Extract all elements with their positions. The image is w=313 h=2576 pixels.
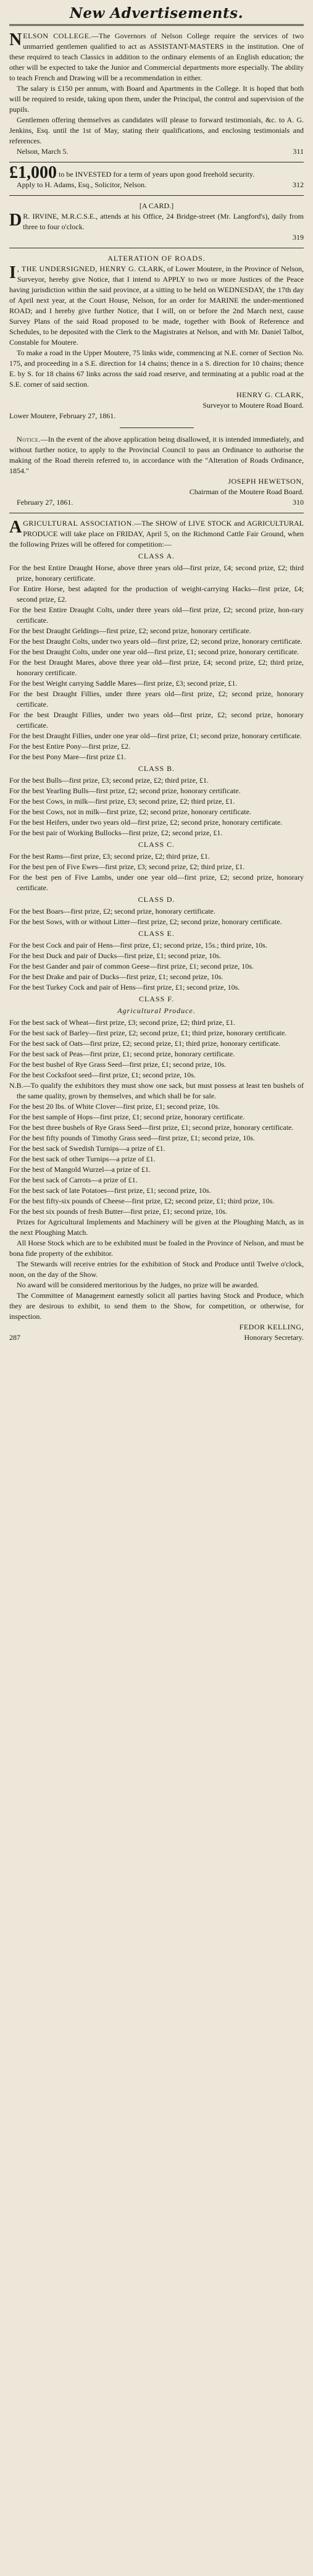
prize-entry: For the best Boars—first prize, £2; second prize, honorary certificate.	[9, 907, 215, 915]
class-f-list	[9, 1017, 304, 1217]
ad-number: 287	[9, 1333, 20, 1342]
prize-entry: For the best of Mangold Wurzel—a prize of £1.	[9, 1165, 151, 1174]
divider	[9, 195, 304, 196]
prize-entry: N.B.—To qualify the exhibitors they must show one sack, but must possess at least ten bushels of the same quality, grown by themselves, and which shall be for sale.	[9, 1081, 304, 1100]
drop-cap: N	[9, 30, 22, 49]
prize-entry: For the best Gander and pair of common Geese—first prize, £1; second prize, 10s.	[9, 962, 254, 970]
ad-lead: ELSON COLLEGE.	[23, 32, 91, 40]
prize-entry: For the best six pounds of fresh Butter—first prize, £1; second prize, 10s.	[9, 1207, 227, 1216]
prize-entry: For the best three bushels of Rye Grass Seed—first prize, £1; second prize, honorary certificate.	[9, 1123, 294, 1132]
ad-lead: , THE UNDERSIGNED, HENRY G.	[17, 264, 136, 273]
ad-investment	[9, 163, 304, 190]
ad-footer	[9, 497, 304, 508]
prize-entry: For the best Cocksfoot seed—first prize, £1; second prize, 10s.	[9, 1071, 196, 1079]
ad-paragraph: All Horse Stock which are to be exhibited must be foaled in the Province of Nelson, and must be bona fide property of the exhibitor.	[9, 1239, 304, 1258]
prize-entry: For the best Yearling Bulls—first prize, £2; second prize, honorary certificate.	[9, 786, 241, 795]
investment-amount: £1,000	[9, 163, 57, 182]
ad-alteration-roads	[9, 253, 304, 421]
signature-title: Chairman of the Moutere Road Board.	[189, 487, 304, 496]
ad-paragraph: Prizes for Agricultural Implements and Machinery will be given at the Ploughing Match, as in the next Ploughing Match.	[9, 1218, 304, 1237]
ad-dr-irvine	[9, 201, 304, 243]
prize-entry: For the best pen of Five Lambs, under one year old—first prize, £2; second prize, honorary certificate.	[9, 873, 304, 892]
prize-entry: For the best Draught Fillies, under three years old—first prize, £2; second prize, honorary certificate.	[9, 689, 304, 709]
prize-entry: For the best fifty-six pounds of Cheese—first prize, £2; second prize, £1; third prize, 10s.	[9, 1197, 275, 1205]
prize-entry: For the best pair of Working Bullocks—first prize, £2; second prize, £1.	[9, 828, 223, 837]
prize-entry: For Entire Horse, best adapted for the production of weight-carrying Hacks—first prize, £4; second prize, £2.	[9, 584, 304, 604]
drop-cap: I	[9, 263, 16, 282]
class-a-list	[9, 563, 304, 762]
class-heading: CLASS B.	[138, 764, 175, 773]
prize-entry: For the best Rams—first prize, £3; second prize, £2; third prize, £1.	[9, 852, 210, 861]
class-c-list	[9, 851, 304, 893]
prize-entry: For the best Turkey Cock and pair of Hens—first prize, £1; second prize, 10s.	[9, 983, 240, 991]
prize-entry: For the best sample of Hops—first prize, £1; second prize, honorary certificate.	[9, 1113, 245, 1121]
prize-entry: For the best Drake and pair of Ducks—first prize, £1; second prize, 10s.	[9, 972, 223, 981]
prize-entry: For the best Bulls—first prize, £3; second prize, £2; third prize, £1.	[9, 776, 209, 785]
ad-body: Apply to H. Adams, Esq., Solicitor, Nelson.	[17, 180, 147, 189]
prize-entry: For the best 20 lbs. of White Clover—first prize, £1; second prize, 10s.	[9, 1102, 220, 1111]
class-d-list	[9, 906, 304, 927]
ad-body: —The SHOW of LIVE STOCK and AGRICULTURAL PRODUCE will take place on FRIDAY, April 5, on the Richmond Cattle Fair Ground, when the following Prizes will be offered for competition:—	[9, 519, 304, 549]
prize-entry: For the best Draught Colts, under two years old—first prize, £2; second prize, honorary certificate.	[9, 637, 303, 646]
drop-cap: D	[9, 211, 22, 230]
signature-name: JOSEPH HEWETSON,	[228, 477, 304, 486]
class-heading: CLASS F.	[138, 995, 175, 1003]
prize-entry: For the best sack of Carrots—a prize of £1.	[9, 1176, 138, 1184]
ad-number: 319	[293, 233, 304, 242]
masthead-rule	[9, 24, 304, 26]
class-heading: CLASS C.	[138, 840, 175, 849]
ad-date: February 27, 1861.	[17, 498, 73, 507]
ad-number: 311	[293, 147, 304, 156]
prize-entry: For the best Sows, with or without Litter—first prize, £2; second prize, honorary certificate.	[9, 917, 282, 926]
ad-nelson-college	[9, 31, 304, 157]
ad-lead: Notice.	[17, 435, 41, 444]
prize-entry: For the best Cows, not in milk—first prize, £2; second prize, honorary certificate.	[9, 807, 251, 816]
ad-number: 310	[293, 498, 304, 507]
prize-entry: For the best Draught Fillies, under two years old—first prize, £2; second prize, honorary certificate.	[9, 710, 304, 730]
prize-entry: For the best Draught Geldings—first prize, £2; second prize, honorary certificate.	[9, 626, 251, 635]
prize-entry: For the best sack of Peas—first prize, £1; second prize, honorary certificate.	[9, 1050, 235, 1058]
ad-footer	[9, 1332, 304, 1343]
prize-entry: For the best pen of Five Ewes—first prize, £3; second prize, £2; third prize, £1.	[9, 862, 245, 871]
ad-paragraph: The Committee of Management earnestly solicit all parties having Stock and Produce, which they are desirous to exhibit, to send them to the Show, for competition, or otherwise, for inspection.	[9, 1291, 304, 1321]
prize-entry: For the best bushel of Rye Grass Seed—first prize, £1; second prize, 10s.	[9, 1060, 227, 1069]
class-subheading: Agricultural Produce.	[117, 1006, 196, 1015]
ad-footer	[9, 180, 304, 190]
ad-lead: GRICULTURAL ASSOCIATION.	[23, 519, 135, 528]
ad-place-date: Nelson, March 5.	[17, 147, 69, 156]
ad-number: 312	[293, 180, 304, 189]
ad-heading: ALTERATION OF ROADS.	[107, 254, 206, 263]
short-divider	[120, 427, 194, 428]
class-heading: CLASS E.	[138, 929, 175, 938]
prize-entry: For the best sack of Barley—first prize, £2; second prize, £1; third prize, honorary certificate.	[9, 1029, 287, 1037]
ad-body: —In the event of the above application being disallowed, it is intended immediately, and without further notice, to apply to the Provincial Council to pass an Ordinance to authorise the making of the Road therein referred to, in accordance with the "Alteration of Roads Ordinance, 1854."	[9, 435, 304, 475]
prize-entry: For the best sack of other Turnips—a prize of £1.	[9, 1155, 156, 1163]
prize-entry: For the best Heifers, under two years old—first prize, £2; second prize, honorary certificate.	[9, 818, 283, 827]
prize-entry: For the best Draught Fillies, under one year old—first prize, £1; second prize, honorary certificate.	[9, 731, 302, 740]
class-heading: CLASS A.	[138, 552, 175, 560]
ad-notice	[9, 434, 304, 508]
ad-card-label: [A CARD.]	[139, 201, 174, 210]
prize-entry: For the best Cock and pair of Hens—first prize, £1; second prize, 15s.; third prize, 10s.	[9, 941, 267, 949]
prize-entry: For the best sack of Swedish Turnips—a prize of £1.	[9, 1144, 165, 1153]
ad-paragraph: Gentlemen offering themselves as candidates will please to forward testimonials, &c. to A. G. Jenkins, Esq. until the 1st of May, stating their qualifications, and enclosing testimonials and references.	[9, 116, 304, 145]
class-e-list	[9, 940, 304, 993]
ad-paragraph: The salary is £150 per annum, with Board and Apartments in the College. It is hoped that both will be required to reside, taking upon them, under the Principal, the control and supervision of the pupils.	[9, 84, 304, 114]
ad-paragraph: To make a road in the Upper Moutere, 75 links wide, commencing at N.E. corner of Section No. 175, and proceeding in a S.E. direction for 14 chains; thence in a S. direction for 10 chains; thence E. by S. for 18 chains 67 links across the said road reserve, and terminating at a public road at the S.E. corner of said section.	[9, 348, 304, 389]
prize-entry: For the best sack of Wheat—first prize, £3; second prize, £2; third prize, £1.	[9, 1018, 236, 1027]
signature-name: FEDOR KELLING,	[239, 1323, 304, 1331]
prize-entry: For the best sack of Oats—first prize, £2; second prize, £1; third prize, honorary certificate.	[9, 1039, 281, 1048]
ad-agricultural	[9, 518, 304, 1343]
prize-entry: For the best Entire Draught Colts, under three years old—first prize, £2; second prize, hon-rary certificate.	[9, 605, 304, 625]
ad-paragraph: No award will be considered meritorious by the Judges, no prize will be awarded.	[17, 1281, 259, 1289]
prize-entry: For the best Draught Colts, under one year old—first prize, £1; second prize, honorary certificate.	[9, 647, 299, 656]
ad-place-date: Lower Moutere, February 27, 1861.	[9, 411, 116, 420]
ad-body: R. IRVINE, M.R.C.S.E., attends at his Office, 24 Bridge-street (Mr. Langford's), daily from three to four o'clock.	[23, 212, 304, 231]
ad-paragraph: The Stewards will receive entries for the exhibition of Stock and Produce until Twelve o'clock, noon, on the day of the Show.	[9, 1260, 304, 1279]
prize-entry: For the best fifty pounds of Timothy Grass seed—first prize, £1; second prize, 10s.	[9, 1134, 255, 1142]
prize-entry: For the best Weight carrying Saddle Mares—first prize, £3; second prize, £1.	[9, 679, 238, 688]
prize-entry: For the best Entire Draught Horse, above three years old—first prize, £4; second prize, £2; third prize, honorary certificate.	[9, 563, 304, 583]
class-heading: CLASS D.	[138, 895, 175, 904]
section-masthead: New Advertisements.	[69, 5, 244, 22]
signature-title: Honorary Secretary.	[244, 1333, 304, 1342]
prize-entry: For the best Duck and pair of Ducks—first prize, £1; second prize, 10s.	[9, 951, 221, 960]
signature-title: Surveyor to Moutere Road Board.	[202, 401, 304, 410]
prize-entry: For the best Draught Mares, above three year old—first prize, £4; second prize, £2; third prize, honorary certificate.	[9, 658, 304, 677]
prize-entry: For the best Entire Pony—first prize, £2.	[9, 742, 130, 751]
ad-footer	[9, 146, 304, 157]
prize-entry: For the best Cows, in milk—first prize, £3; second prize, £2; third prize, £1.	[9, 797, 235, 806]
ad-body: —The Governors of Nelson College require the services of two unmarried gentlemen qualified to act as ASSISTANT-MASTERS in the institution. One of these required to teach Classics in addition to the ordinary elements of an English education; the other will be expected to take the Junior and Commercial departments more especially. The ability to teach French and Drawing will be a recommendation in either.	[9, 32, 304, 82]
class-b-list	[9, 775, 304, 838]
prize-entry: For the best Pony Mare—first prize £1.	[9, 752, 126, 761]
ad-footer	[9, 232, 304, 243]
prize-entry: For the best sack of late Potatoes—first prize, £1; second prize, 10s.	[9, 1186, 211, 1195]
signature-name: HENRY G. CLARK,	[236, 390, 304, 399]
newspaper-page	[9, 0, 304, 1343]
ad-body: to be INVESTED for a term of years upon good freehold security.	[59, 170, 255, 179]
drop-cap: A	[9, 518, 22, 537]
ad-body: CLARK, of Lower Moutere, in the Province of Nelson, Surveyor, hereby give Notice, that I intend to APPLY to two or more Justices of the Peace having jurisdiction within the said province, at a sitting to be held on WEDNESDAY, the 17th day of April next year, at the Court House, Nelson, for an order for MARINE the under-mentioned ROAD; and I hereby give further Notice, that I will, on or before the 2nd March next, cause Survey Plans of the said Road proposed to be made, together with Book of Reference and Schedules, to be deposited with the Clerk to the Magistrates at Nelson, and with Mr. Daniel Talbot, Constable for Moutere.	[9, 264, 304, 347]
